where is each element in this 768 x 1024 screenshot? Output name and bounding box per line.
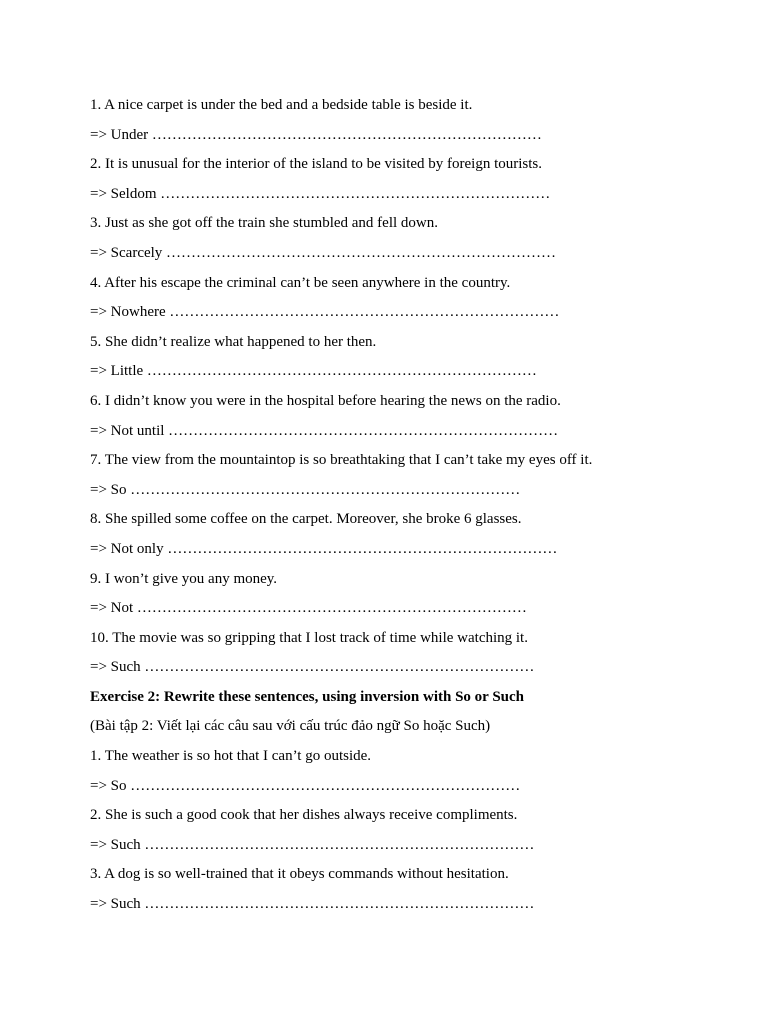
ex1-question-10: 10. The movie was so gripping that I lost track of time while watching it. xyxy=(90,629,528,646)
ex1-answer-2: => Seldom …………………………………………………………………… xyxy=(90,185,551,202)
ex1-question-8: 8. She spilled some coffee on the carpet. Moreover, she broke 6 glasses. xyxy=(90,511,522,528)
exercise-1-list xyxy=(90,91,710,683)
ex1-answer-6: => Not until …………………………………………………………………… xyxy=(90,422,559,439)
ex1-answer-9: => Not …………………………………………………………………… xyxy=(90,600,527,617)
exercise-2-section xyxy=(90,683,710,920)
ex2-question-1: 1. The weather is so hot that I can’t go outside. xyxy=(90,748,372,765)
ex1-answer-5: => Little …………………………………………………………………… xyxy=(90,363,537,380)
ex1-answer-1: => Under …………………………………………………………………… xyxy=(90,126,542,143)
ex1-question-6: 6. I didn’t know you were in the hospital before hearing the news on the radio. xyxy=(90,392,561,409)
ex2-answer-1: => So …………………………………………………………………… xyxy=(90,777,521,794)
ex1-question-7: 7. The view from the mountaintop is so breathtaking that I can’t take my eyes off it. xyxy=(90,452,593,469)
ex1-question-9: 9. I won’t give you any money. xyxy=(90,570,278,587)
ex1-question-2: 2. It is unusual for the interior of the island to be visited by foreign tourists. xyxy=(90,156,543,173)
worksheet-page xyxy=(90,91,710,920)
ex1-answer-10: => Such …………………………………………………………………… xyxy=(90,659,535,676)
ex2-question-2: 2. She is such a good cook that her dishes always receive compliments. xyxy=(90,807,518,824)
ex1-answer-7: => So …………………………………………………………………… xyxy=(90,481,521,498)
ex1-answer-4: => Nowhere …………………………………………………………………… xyxy=(90,304,560,321)
ex1-answer-3: => Scarcely …………………………………………………………………… xyxy=(90,244,557,261)
ex2-answer-2: => Such …………………………………………………………………… xyxy=(90,836,535,853)
ex2-answer-3: => Such …………………………………………………………………… xyxy=(90,896,535,913)
ex1-question-1: 1. A nice carpet is under the bed and a bedside table is beside it. xyxy=(90,97,473,113)
exercise-2-title: Exercise 2: Rewrite these sentences, using inversion with So or Such xyxy=(90,688,525,705)
ex1-question-3: 3. Just as she got off the train she stumbled and fell down. xyxy=(90,215,439,232)
ex1-answer-8: => Not only …………………………………………………………………… xyxy=(90,540,558,557)
ex2-question-3: 3. A dog is so well-trained that it obeys commands without hesitation. xyxy=(90,866,509,883)
ex1-question-5: 5. She didn’t realize what happened to her then. xyxy=(90,333,377,350)
exercise-2-subtitle: (Bài tập 2: Viết lại các câu sau với cấu trúc đảo ngữ So hoặc Such) xyxy=(90,718,491,735)
ex1-question-4: 4. After his escape the criminal can’t be seen anywhere in the country. xyxy=(90,274,511,291)
